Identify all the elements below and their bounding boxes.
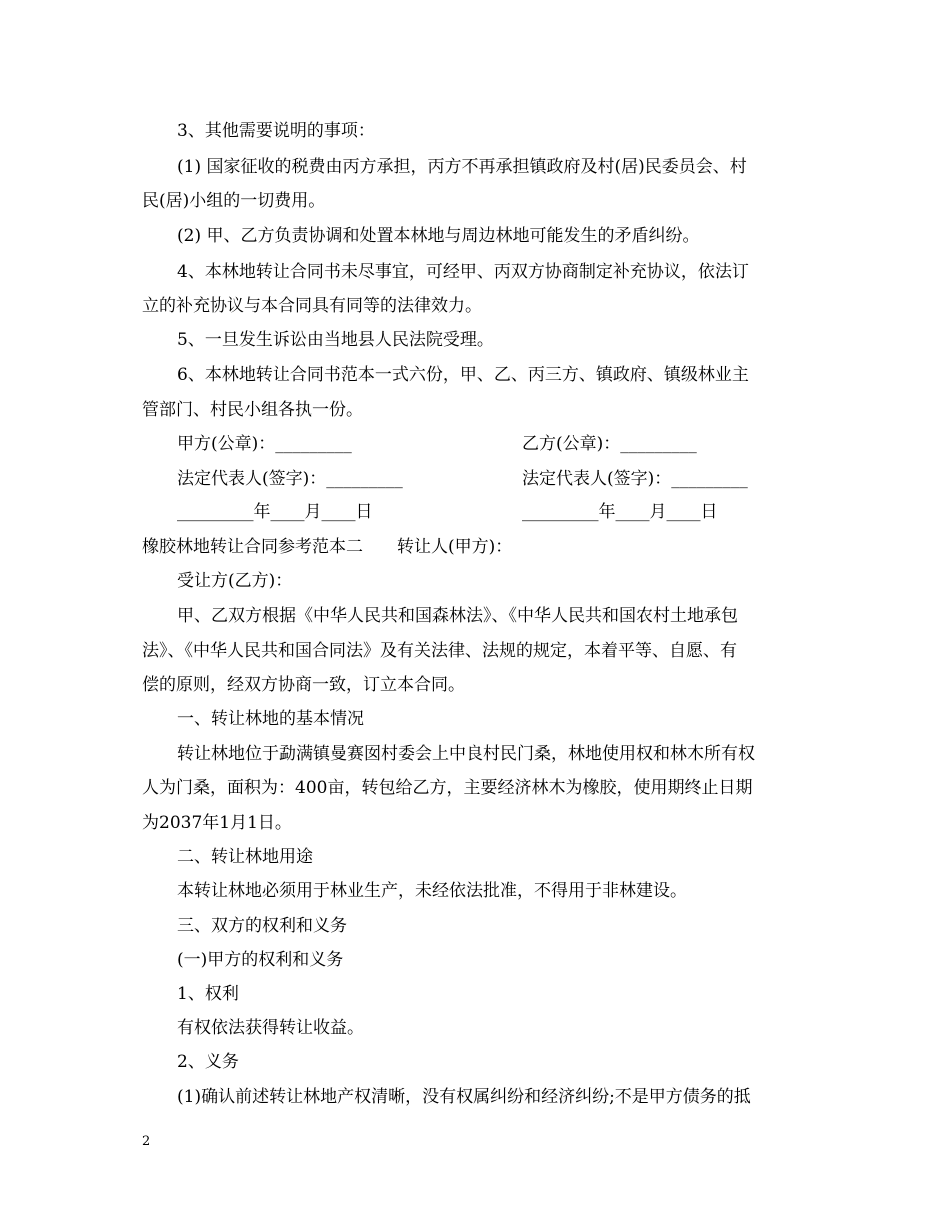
party-a-seal: 甲方(公章)：_________	[177, 434, 352, 454]
page-number: 2	[142, 1134, 151, 1149]
clause-4-line-2: 立的补充协议与本合同具有同等的法律效力。	[142, 296, 482, 316]
template-two-title: 橡胶林地转让合同参考范本二 转让人(甲方)：	[142, 537, 513, 557]
section-1-line-2: 人为门桑，面积为：400亩，转包给乙方，主要经济林木为橡胶，使用期终止日期	[142, 778, 753, 798]
section-2-text: 本转让林地必须用于林业生产，未经依法批准，不得用于非林建设。	[177, 881, 687, 901]
rights-text: 有权依法获得转让收益。	[177, 1018, 364, 1038]
rights-heading: 1、权利	[177, 984, 239, 1004]
party-b-seal: 乙方(公章)：_________	[522, 434, 697, 454]
preamble-line-1: 甲、乙双方根据《中华人民共和国森林法》、《中华人民共和国农村土地承包	[177, 606, 738, 626]
obligations-heading: 2、义务	[177, 1052, 239, 1072]
section-2-heading: 二、转让林地用途	[177, 847, 313, 867]
obligations-item-1: (1)确认前述转让林地产权清晰，没有权属纠纷和经济纠纷;不是甲方债务的抵	[177, 1087, 751, 1107]
party-a-representative: 法定代表人(签字)：_________	[177, 469, 403, 489]
section-1-heading: 一、转让林地的基本情况	[177, 709, 364, 729]
clause-3-1-line-1: (1) 国家征收的税费由丙方承担，丙方不再承担镇政府及村(居)民委员会、村	[177, 157, 747, 177]
party-a-date: _________年____月____日	[177, 502, 373, 522]
preamble-line-2: 法》、《中华人民共和国合同法》及有关法律、法规的规定，本着平等、自愿、有	[142, 641, 737, 661]
preamble-line-3: 偿的原则，经双方协商一致，订立本合同。	[142, 675, 465, 695]
clause-6-line-1: 6、本林地转让合同书范本一式六份，甲、乙、丙三方、镇政府、镇级林业主	[177, 365, 749, 385]
party-b-representative: 法定代表人(签字)：_________	[522, 469, 748, 489]
clause-3-2: (2) 甲、乙方负责协调和处置本林地与周边林地可能发生的矛盾纠纷。	[177, 226, 700, 246]
party-a-rights-heading: (一)甲方的权利和义务	[177, 950, 344, 970]
clause-4-line-1: 4、本林地转让合同书未尽事宜，可经甲、丙双方协商制定补充协议，依法订	[177, 262, 749, 282]
transferee-line: 受让方(乙方)：	[177, 571, 293, 591]
clause-5: 5、一旦发生诉讼由当地县人民法院受理。	[177, 330, 494, 350]
section-3-heading: 三、双方的权利和义务	[177, 916, 347, 936]
clause-3-title: 3、其他需要说明的事项：	[177, 121, 375, 141]
section-1-line-1: 转让林地位于勐满镇曼赛囡村委会上中良村民门桑，林地使用权和林木所有权	[177, 744, 755, 764]
clause-3-1-line-2: 民(居)小组的一切费用。	[142, 191, 326, 211]
clause-6-line-2: 管部门、村民小组各执一份。	[142, 400, 363, 420]
party-b-date: _________年____月____日	[522, 502, 718, 522]
section-1-line-3: 为2037年1月1日。	[142, 813, 292, 833]
